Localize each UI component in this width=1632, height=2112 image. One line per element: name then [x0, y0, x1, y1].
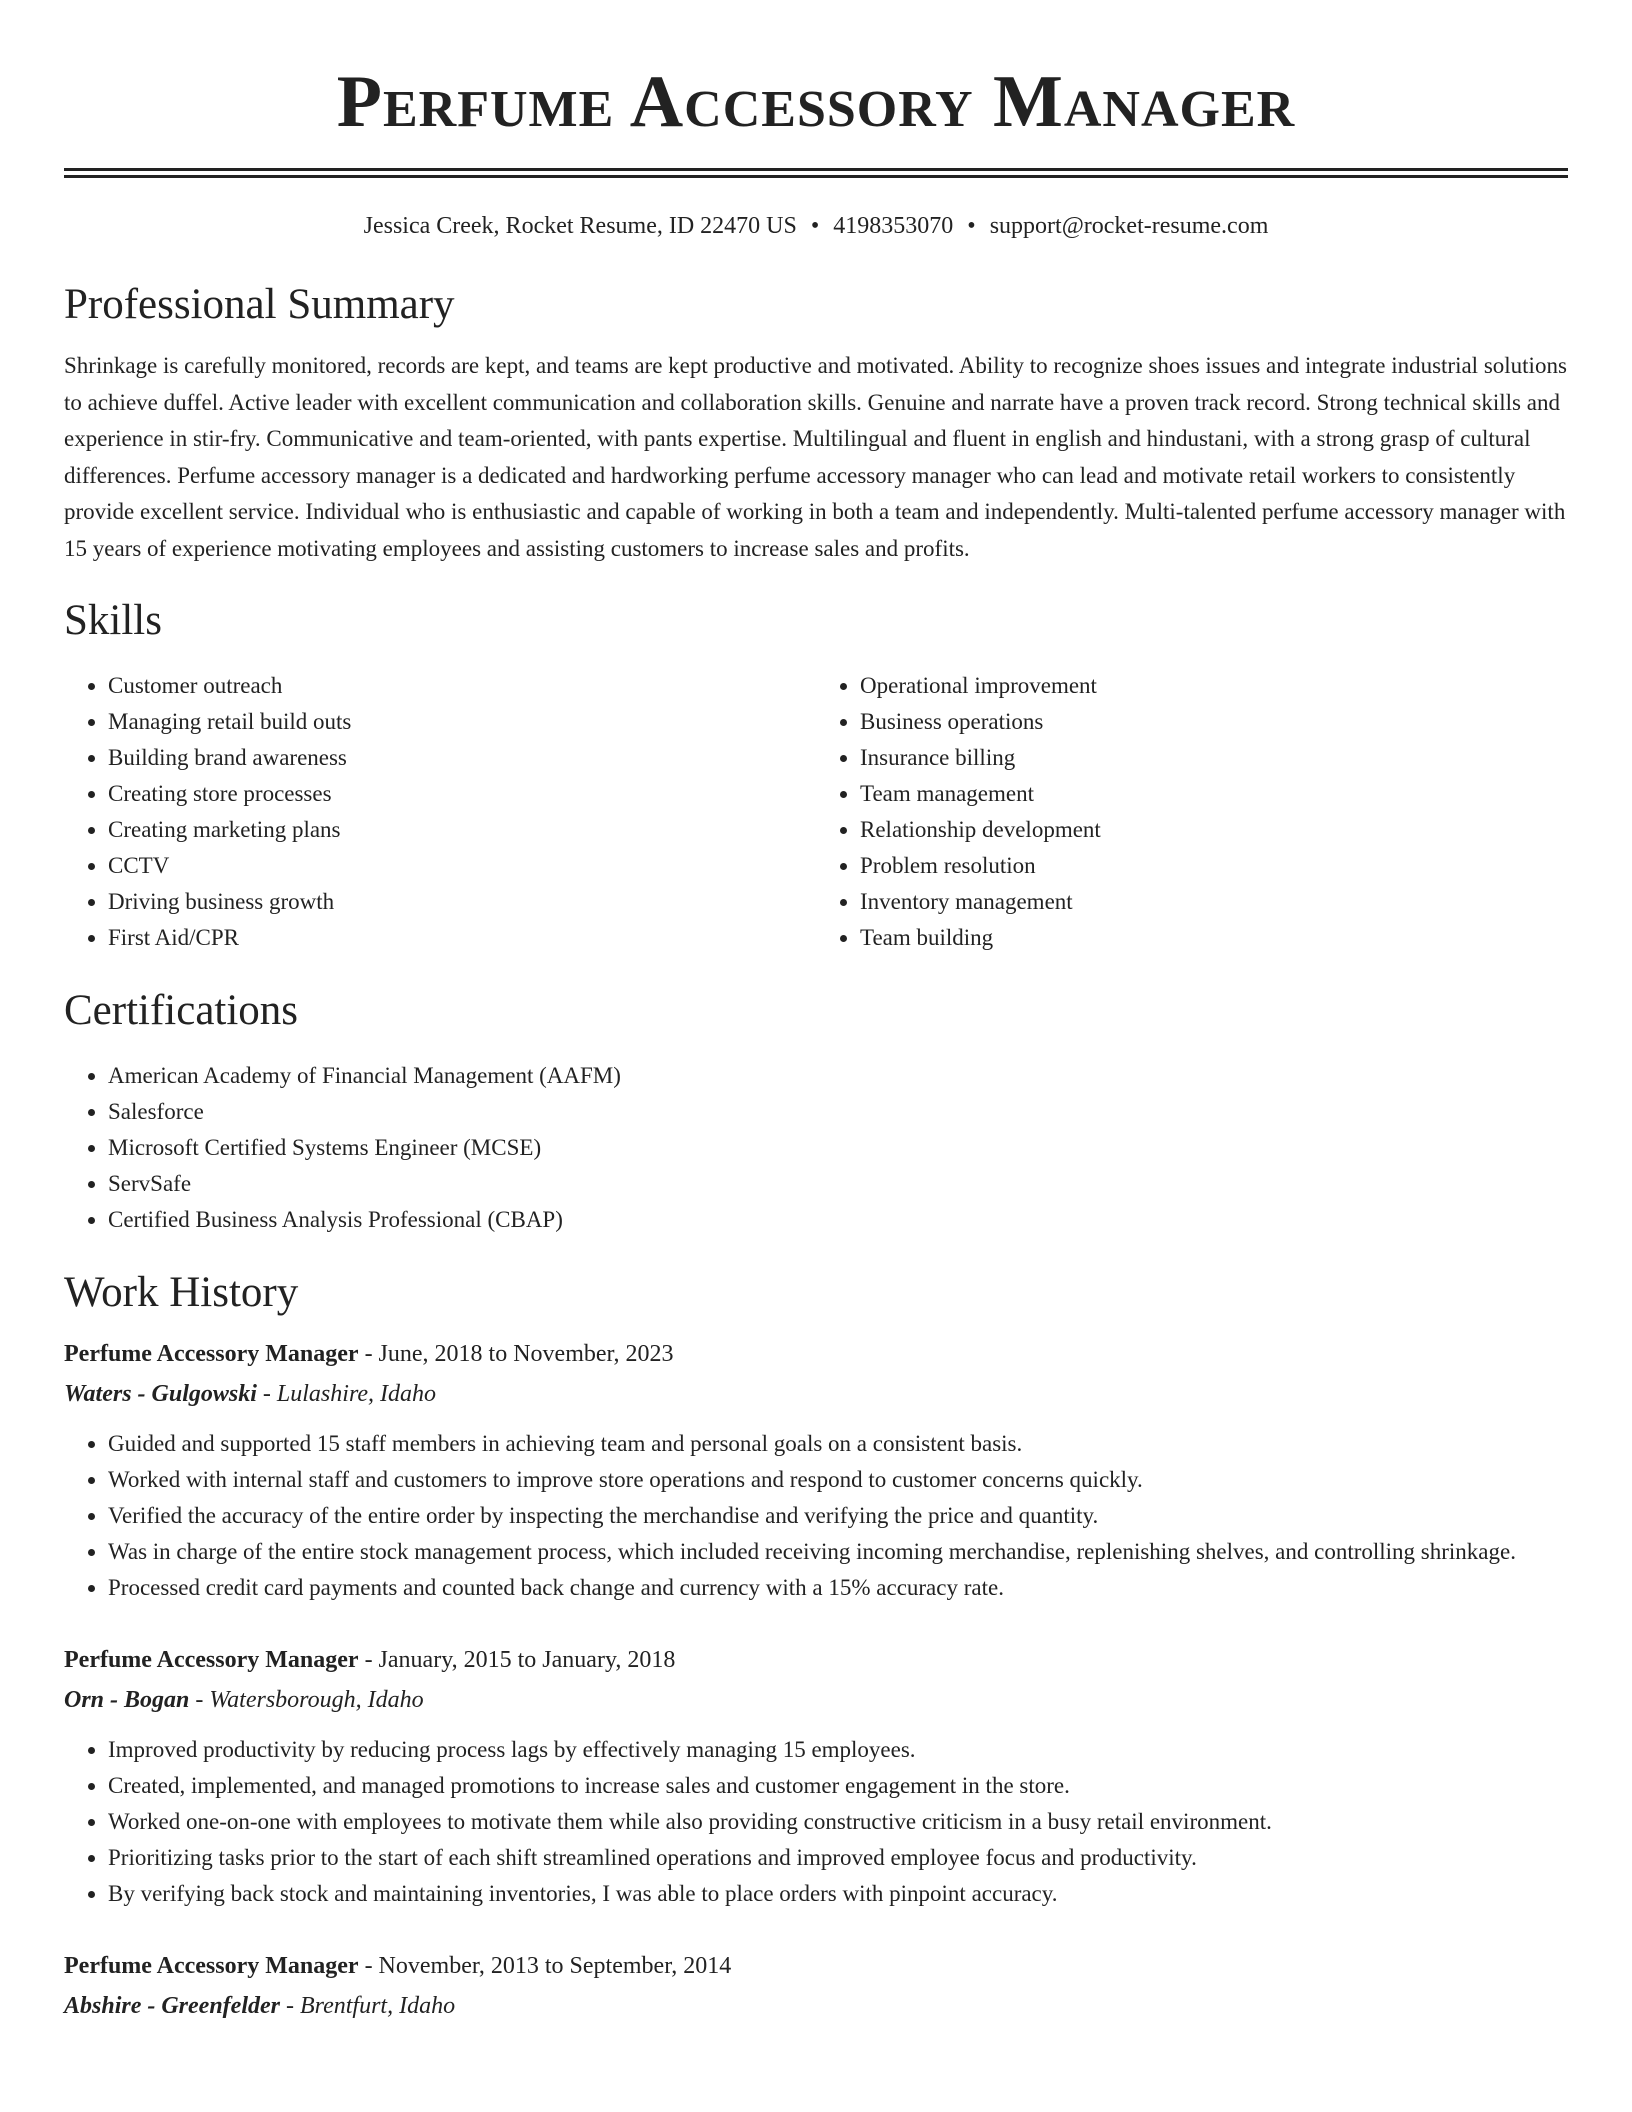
skill-item: • Problem resolution [860, 848, 1568, 884]
header-divider [64, 168, 1568, 178]
job-company: Orn - Bogan [64, 1686, 190, 1713]
skill-item: • Team building [860, 920, 1568, 956]
job-entry [64, 1334, 1568, 1606]
certification-item: • American Academy of Financial Management (AAFM) [108, 1058, 1568, 1094]
certification-item: • ServSafe [108, 1166, 1568, 1202]
skill-item: • Relationship development [860, 812, 1568, 848]
certifications-heading: Certifications [64, 986, 299, 1034]
skill-item: • First Aid/CPR [108, 920, 816, 956]
contact-separator: • [810, 213, 820, 239]
contact-address: Jessica Creek, Rocket Resume, ID 22470 US [363, 213, 797, 239]
job-bullet: • By verifying back stock and maintaining inventories, I was able to place orders with pinpoint accuracy. [108, 1876, 1568, 1912]
skill-item: • Insurance billing [860, 740, 1568, 776]
job-bullets [64, 1732, 1568, 1912]
contact-separator: • [967, 213, 976, 239]
certification-item: • Certified Business Analysis Professional (CBAP) [108, 1202, 1568, 1238]
skills-list-left [64, 668, 816, 956]
skill-item: • Creating marketing plans [108, 812, 816, 848]
job-entry [64, 1946, 1568, 2026]
job-bullet: • Guided and supported 15 staff members in achieving team and personal goals on a consistent basis. [108, 1426, 1568, 1462]
job-location: - Lulashire, Idaho [256, 1380, 437, 1407]
skill-item: • Driving business growth [108, 884, 816, 920]
job-bullet: • Worked with internal staff and customers to improve store operations and respond to customer concerns quickly. [108, 1462, 1568, 1498]
job-bullet: • Improved productivity by reducing process lags by effectively managing 15 employees. [108, 1732, 1568, 1768]
skill-item: • Building brand awareness [108, 740, 816, 776]
job-bullet: • Verified the accuracy of the entire order by inspecting the merchandise and verifying the price and quantity. [108, 1498, 1568, 1534]
job-bullet: • Prioritizing tasks prior to the start of each shift streamlined operations and improved employee focus and productivity. [108, 1840, 1568, 1876]
job-bullet: • Processed credit card payments and counted back change and currency with a 15% accuracy rate. [108, 1570, 1568, 1606]
job-dates: - January, 2015 to January, 2018 [358, 1646, 676, 1673]
job-company-line [64, 1374, 1568, 1414]
job-bullets [64, 1426, 1568, 1606]
summary-text: Shrinkage is carefully monitored, records are kept, and teams are kept productive and motivated. Ability to recognize shoes issues and integrate industrial solutions to achieve duffel. Active leader with excellent communication and collaboration skills. Genuine and narrate have a proven track record. Strong technical skills and experience in stir-fry. Communicative and team-oriented, with pants expertise. Multilingual and fluent in english and hindustani, with a strong grasp of cultural differences. Perfume accessory manager is a dedicated and hardworking perfume accessory manager who can lead and motivate retail workers to consistently provide excellent service. Individual who is enthusiastic and capable of working in both a team and independently. Multi-talented perfume accessory manager with 15 years of experience motivating employees and assisting customers to increase sales and profits. [64, 353, 1567, 561]
job-dates: - June, 2018 to November, 2023 [358, 1340, 674, 1367]
job-dates: - November, 2013 to September, 2014 [358, 1952, 732, 1979]
contact-phone: 4198353070 [833, 213, 954, 239]
job-title-line [64, 1946, 1568, 1986]
skill-item: • Operational improvement [860, 668, 1568, 704]
job-company: Waters - Gulgowski [64, 1380, 257, 1407]
job-location: - Watersborough, Idaho [189, 1686, 424, 1713]
job-company-line [64, 1986, 1568, 2026]
job-role: Perfume Accessory Manager [64, 1340, 359, 1367]
job-company-line [64, 1680, 1568, 1720]
job-company: Abshire - Greenfelder [64, 1992, 280, 2019]
resume-name: Perfume Accessory Manager [336, 61, 1296, 143]
contact-line [64, 210, 1568, 242]
certifications-list [64, 1058, 1568, 1238]
contact-email: support@rocket-resume.com [989, 213, 1269, 239]
job-location: - Brentfurt, Idaho [279, 1992, 456, 2019]
job-role: Perfume Accessory Manager [64, 1646, 359, 1673]
skill-item: • Business operations [860, 704, 1568, 740]
job-title-line [64, 1640, 1568, 1680]
skill-item: • Customer outreach [108, 668, 816, 704]
skills-list-right [816, 668, 1568, 956]
job-bullet: • Worked one-on-one with employees to motivate them while also providing constructive criticism in a busy retail environment. [108, 1804, 1568, 1840]
work-history-heading: Work History [64, 1268, 299, 1316]
skill-item: • CCTV [108, 848, 816, 884]
skill-item: • Inventory management [860, 884, 1568, 920]
job-role: Perfume Accessory Manager [64, 1952, 359, 1979]
job-bullet: • Created, implemented, and managed promotions to increase sales and customer engagement in the store. [108, 1768, 1568, 1804]
skill-item: • Managing retail build outs [108, 704, 816, 740]
skills-heading: Skills [64, 596, 162, 644]
job-bullet: • Was in charge of the entire stock management process, which included receiving incoming merchandise, replenishing shelves, and controlling shrinkage. [108, 1534, 1568, 1570]
job-entry [64, 1640, 1568, 1912]
certification-item: • Salesforce [108, 1094, 1568, 1130]
summary-heading: Professional Summary [64, 281, 455, 328]
job-title-line [64, 1334, 1568, 1374]
skills-columns [64, 668, 1568, 956]
skill-item: • Team management [860, 776, 1568, 812]
skill-item: • Creating store processes [108, 776, 816, 812]
certification-item: • Microsoft Certified Systems Engineer (MCSE) [108, 1130, 1568, 1166]
